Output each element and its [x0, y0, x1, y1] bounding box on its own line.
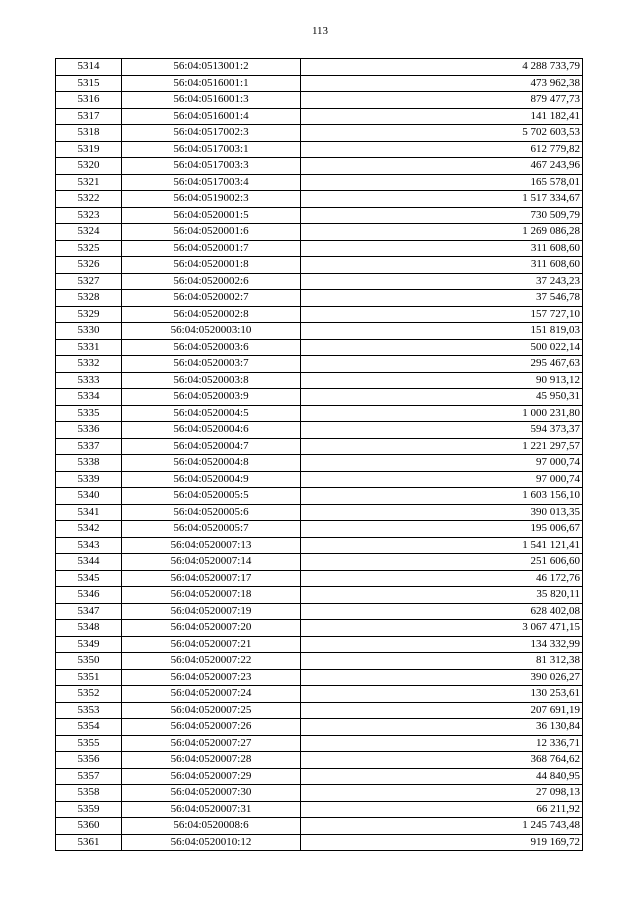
cadastral-number-cell: 56:04:0520007:24: [122, 686, 301, 703]
cadastral-number-cell: 56:04:0520004:8: [122, 455, 301, 472]
cadastral-number-cell: 56:04:0520002:8: [122, 306, 301, 323]
cadastral-number-cell: 56:04:0520007:30: [122, 785, 301, 802]
cadastral-number-cell: 56:04:0520007:23: [122, 669, 301, 686]
table-row: [56, 108, 583, 125]
cadastral-value-cell: 37 243,23: [301, 273, 583, 290]
cadastral-value-cell: 27 098,13: [301, 785, 583, 802]
cadastral-number-cell: 56:04:0520002:7: [122, 290, 301, 307]
cadastral-number-cell: 56:04:0517003:3: [122, 158, 301, 175]
cadastral-value-cell: 195 006,67: [301, 521, 583, 538]
table-row: [56, 224, 583, 241]
cadastral-number-cell: 56:04:0520002:6: [122, 273, 301, 290]
cadastral-value-cell: 311 608,60: [301, 257, 583, 274]
cadastral-number-cell: 56:04:0520001:6: [122, 224, 301, 241]
row-number-cell: 5329: [56, 306, 122, 323]
cadastral-value-cell: 66 211,92: [301, 801, 583, 818]
cadastral-value-cell: 12 336,71: [301, 735, 583, 752]
cadastral-value-cell: 46 172,76: [301, 570, 583, 587]
table-row: [56, 389, 583, 406]
page-number: 113: [311, 25, 329, 37]
cadastral-value-cell: 1 541 121,41: [301, 537, 583, 554]
row-number-cell: 5336: [56, 422, 122, 439]
cadastral-number-cell: 56:04:0520007:26: [122, 719, 301, 736]
row-number-cell: 5334: [56, 389, 122, 406]
cadastral-number-cell: 56:04:0520003:6: [122, 339, 301, 356]
cadastral-number-cell: 56:04:0520007:13: [122, 537, 301, 554]
table-row: [56, 768, 583, 785]
cadastral-value-cell: 35 820,11: [301, 587, 583, 604]
cadastral-value-cell: 97 000,74: [301, 455, 583, 472]
row-number-cell: 5318: [56, 125, 122, 142]
table-row: [56, 257, 583, 274]
table-row: [56, 719, 583, 736]
cadastral-number-cell: 56:04:0520004:7: [122, 438, 301, 455]
cadastral-value-cell: 36 130,84: [301, 719, 583, 736]
cadastral-number-cell: 56:04:0520005:7: [122, 521, 301, 538]
cadastral-value-cell: 594 373,37: [301, 422, 583, 439]
row-number-cell: 5347: [56, 603, 122, 620]
table-row: [56, 702, 583, 719]
cadastral-value-cell: 134 332,99: [301, 636, 583, 653]
row-number-cell: 5317: [56, 108, 122, 125]
row-number-cell: 5359: [56, 801, 122, 818]
row-number-cell: 5358: [56, 785, 122, 802]
table-row: [56, 521, 583, 538]
table-row: [56, 834, 583, 851]
table-row: [56, 471, 583, 488]
row-number-cell: 5324: [56, 224, 122, 241]
row-number-cell: 5320: [56, 158, 122, 175]
row-number-cell: 5319: [56, 141, 122, 158]
table-row: [56, 372, 583, 389]
cadastral-number-cell: 56:04:0520007:17: [122, 570, 301, 587]
cadastral-value-cell: 628 402,08: [301, 603, 583, 620]
cadastral-value-cell: 919 169,72: [301, 834, 583, 851]
table-row: [56, 554, 583, 571]
cadastral-number-cell: 56:04:0517003:1: [122, 141, 301, 158]
cadastral-value-cell: 165 578,01: [301, 174, 583, 191]
cadastral-number-cell: 56:04:0520007:19: [122, 603, 301, 620]
cadastral-value-cell: 295 467,63: [301, 356, 583, 373]
row-number-cell: 5338: [56, 455, 122, 472]
cadastral-value-cell: 467 243,96: [301, 158, 583, 175]
row-number-cell: 5344: [56, 554, 122, 571]
row-number-cell: 5354: [56, 719, 122, 736]
row-number-cell: 5326: [56, 257, 122, 274]
row-number-cell: 5339: [56, 471, 122, 488]
row-number-cell: 5316: [56, 92, 122, 109]
table-row: [56, 158, 583, 175]
table-row: [56, 455, 583, 472]
row-number-cell: 5327: [56, 273, 122, 290]
cadastral-value-cell: 368 764,62: [301, 752, 583, 769]
row-number-cell: 5335: [56, 405, 122, 422]
table-row: [56, 323, 583, 340]
cadastral-value-table: [55, 58, 583, 851]
table-row: [56, 735, 583, 752]
table-row: [56, 636, 583, 653]
row-number-cell: 5345: [56, 570, 122, 587]
table-row: [56, 273, 583, 290]
cadastral-value-cell: 45 950,31: [301, 389, 583, 406]
table-row: [56, 537, 583, 554]
row-number-cell: 5323: [56, 207, 122, 224]
cadastral-number-cell: 56:04:0520007:18: [122, 587, 301, 604]
row-number-cell: 5361: [56, 834, 122, 851]
cadastral-value-cell: 3 067 471,15: [301, 620, 583, 637]
cadastral-value-cell: 879 477,73: [301, 92, 583, 109]
table-row: [56, 653, 583, 670]
cadastral-number-cell: 56:04:0520004:9: [122, 471, 301, 488]
cadastral-number-cell: 56:04:0513001:2: [122, 59, 301, 76]
table-row: [56, 174, 583, 191]
row-number-cell: 5342: [56, 521, 122, 538]
table-row: [56, 438, 583, 455]
row-number-cell: 5331: [56, 339, 122, 356]
cadastral-number-cell: 56:04:0520003:8: [122, 372, 301, 389]
row-number-cell: 5315: [56, 75, 122, 92]
row-number-cell: 5346: [56, 587, 122, 604]
row-number-cell: 5353: [56, 702, 122, 719]
row-number-cell: 5343: [56, 537, 122, 554]
table-body: [56, 59, 583, 851]
table-row: [56, 356, 583, 373]
row-number-cell: 5328: [56, 290, 122, 307]
row-number-cell: 5340: [56, 488, 122, 505]
cadastral-value-cell: 1 603 156,10: [301, 488, 583, 505]
cadastral-number-cell: 56:04:0519002:3: [122, 191, 301, 208]
row-number-cell: 5355: [56, 735, 122, 752]
cadastral-number-cell: 56:04:0516001:1: [122, 75, 301, 92]
table-row: [56, 191, 583, 208]
cadastral-number-cell: 56:04:0520007:28: [122, 752, 301, 769]
row-number-cell: 5321: [56, 174, 122, 191]
cadastral-value-cell: 311 608,60: [301, 240, 583, 257]
cadastral-number-cell: 56:04:0520008:6: [122, 818, 301, 835]
table-row: [56, 405, 583, 422]
row-number-cell: 5348: [56, 620, 122, 637]
cadastral-value-cell: 1 000 231,80: [301, 405, 583, 422]
cadastral-number-cell: 56:04:0520001:8: [122, 257, 301, 274]
row-number-cell: 5357: [56, 768, 122, 785]
cadastral-value-cell: 390 026,27: [301, 669, 583, 686]
row-number-cell: 5349: [56, 636, 122, 653]
cadastral-value-cell: 5 702 603,53: [301, 125, 583, 142]
row-number-cell: 5337: [56, 438, 122, 455]
cadastral-value-cell: 473 962,38: [301, 75, 583, 92]
cadastral-number-cell: 56:04:0520004:5: [122, 405, 301, 422]
row-number-cell: 5314: [56, 59, 122, 76]
cadastral-number-cell: 56:04:0516001:3: [122, 92, 301, 109]
row-number-cell: 5325: [56, 240, 122, 257]
cadastral-value-cell: 1 221 297,57: [301, 438, 583, 455]
cadastral-value-cell: 151 819,03: [301, 323, 583, 340]
table-row: [56, 818, 583, 835]
table-row: [56, 801, 583, 818]
cadastral-number-cell: 56:04:0520004:6: [122, 422, 301, 439]
cadastral-value-cell: 1 269 086,28: [301, 224, 583, 241]
table-row: [56, 587, 583, 604]
row-number-cell: 5351: [56, 669, 122, 686]
table-row: [56, 785, 583, 802]
cadastral-number-cell: 56:04:0520007:21: [122, 636, 301, 653]
table-row: [56, 669, 583, 686]
cadastral-number-cell: 56:04:0520007:25: [122, 702, 301, 719]
table-row: [56, 306, 583, 323]
row-number-cell: 5360: [56, 818, 122, 835]
cadastral-number-cell: 56:04:0520007:29: [122, 768, 301, 785]
row-number-cell: 5350: [56, 653, 122, 670]
table-row: [56, 686, 583, 703]
cadastral-value-cell: 390 013,35: [301, 504, 583, 521]
cadastral-number-cell: 56:04:0520003:7: [122, 356, 301, 373]
table-row: [56, 570, 583, 587]
table-row: [56, 488, 583, 505]
table-row: [56, 207, 583, 224]
cadastral-value-cell: 157 727,10: [301, 306, 583, 323]
table-row: [56, 339, 583, 356]
cadastral-number-cell: 56:04:0520005:6: [122, 504, 301, 521]
table-row: [56, 92, 583, 109]
table-row: [56, 603, 583, 620]
cadastral-number-cell: 56:04:0520001:5: [122, 207, 301, 224]
cadastral-number-cell: 56:04:0517002:3: [122, 125, 301, 142]
row-number-cell: 5356: [56, 752, 122, 769]
cadastral-number-cell: 56:04:0520001:7: [122, 240, 301, 257]
cadastral-value-cell: 97 000,74: [301, 471, 583, 488]
cadastral-number-cell: 56:04:0520007:31: [122, 801, 301, 818]
table-row: [56, 125, 583, 142]
cadastral-value-cell: 612 779,82: [301, 141, 583, 158]
row-number-cell: 5332: [56, 356, 122, 373]
row-number-cell: 5341: [56, 504, 122, 521]
cadastral-value-cell: 730 509,79: [301, 207, 583, 224]
table-row: [56, 620, 583, 637]
cadastral-number-cell: 56:04:0520003:9: [122, 389, 301, 406]
table-row: [56, 290, 583, 307]
cadastral-number-cell: 56:04:0520007:20: [122, 620, 301, 637]
table-row: [56, 141, 583, 158]
cadastral-value-cell: 1 517 334,67: [301, 191, 583, 208]
cadastral-value-cell: 37 546,78: [301, 290, 583, 307]
table-row: [56, 240, 583, 257]
cadastral-value-cell: 81 312,38: [301, 653, 583, 670]
cadastral-number-cell: 56:04:0520007:14: [122, 554, 301, 571]
cadastral-value-cell: 1 245 743,48: [301, 818, 583, 835]
row-number-cell: 5352: [56, 686, 122, 703]
cadastral-value-cell: 130 253,61: [301, 686, 583, 703]
cadastral-value-cell: 141 182,41: [301, 108, 583, 125]
row-number-cell: 5330: [56, 323, 122, 340]
row-number-cell: 5322: [56, 191, 122, 208]
table-row: [56, 75, 583, 92]
cadastral-number-cell: 56:04:0516001:4: [122, 108, 301, 125]
cadastral-value-cell: 207 691,19: [301, 702, 583, 719]
cadastral-number-cell: 56:04:0520010:12: [122, 834, 301, 851]
table-row: [56, 752, 583, 769]
cadastral-value-cell: 4 288 733,79: [301, 59, 583, 76]
cadastral-number-cell: 56:04:0520007:27: [122, 735, 301, 752]
row-number-cell: 5333: [56, 372, 122, 389]
cadastral-value-cell: 90 913,12: [301, 372, 583, 389]
table-row: [56, 422, 583, 439]
cadastral-number-cell: 56:04:0520007:22: [122, 653, 301, 670]
cadastral-value-cell: 251 606,60: [301, 554, 583, 571]
cadastral-number-cell: 56:04:0520005:5: [122, 488, 301, 505]
cadastral-number-cell: 56:04:0517003:4: [122, 174, 301, 191]
table-row: [56, 59, 583, 76]
cadastral-number-cell: 56:04:0520003:10: [122, 323, 301, 340]
cadastral-value-cell: 44 840,95: [301, 768, 583, 785]
cadastral-value-cell: 500 022,14: [301, 339, 583, 356]
table-row: [56, 504, 583, 521]
